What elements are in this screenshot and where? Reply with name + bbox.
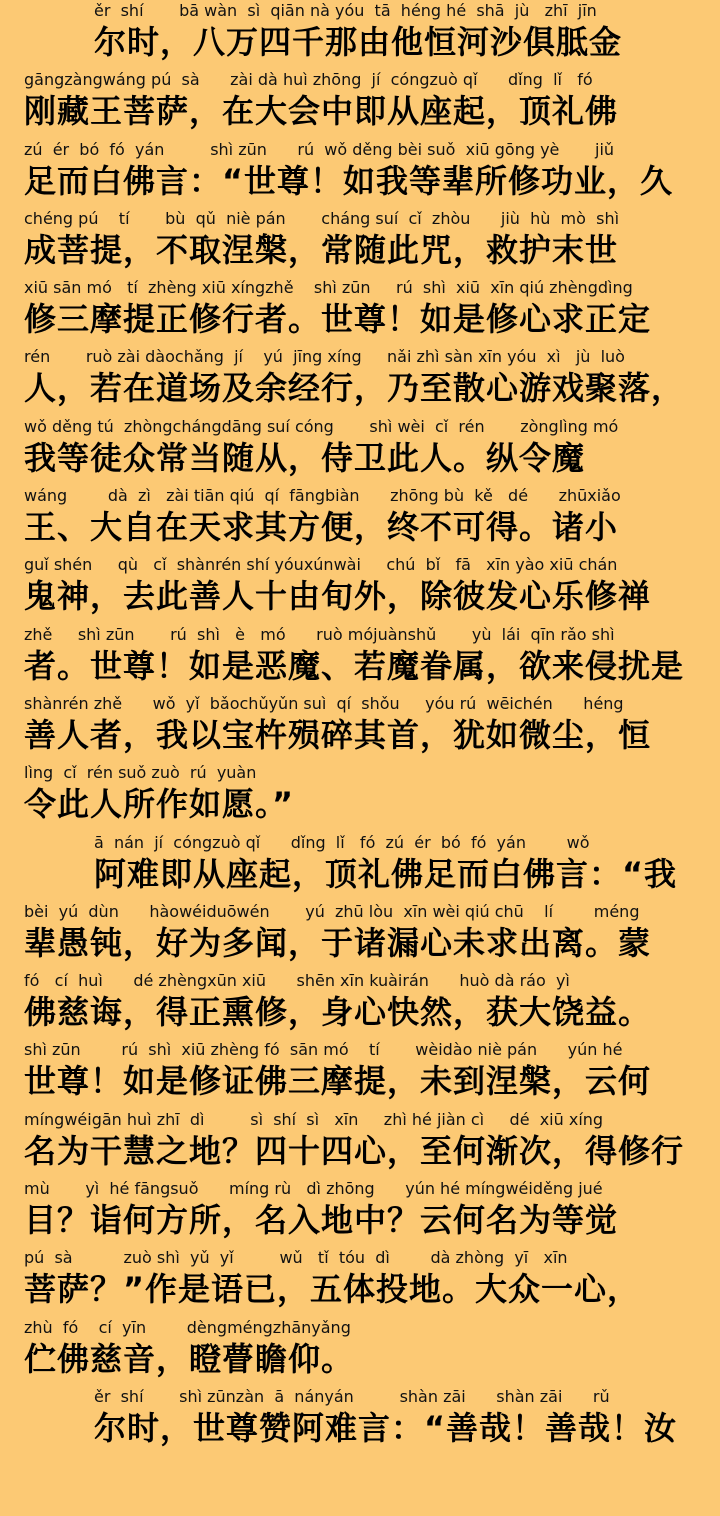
pinyin-annotation: bèi yú dùn hàowéiduōwén yú zhū lòu xīn wèi qiú chū lí méng: [24, 901, 640, 921]
text-line: [24, 1247, 702, 1316]
text-line: [24, 485, 702, 554]
text-line: [24, 832, 702, 901]
hanzi-text: 鬼神，去此善人十由旬外，除彼发心乐修禅: [24, 577, 652, 616]
text-line: [24, 1039, 702, 1108]
pinyin-annotation: gāngzàngwáng pú sà zài dà huì zhōng jí cóngzuò qǐ dǐng lǐ fó: [24, 70, 593, 90]
text-line: [24, 208, 702, 277]
hanzi-text: 令此人所作如愿。”: [24, 785, 295, 824]
pinyin-annotation: wǒ děng tú zhòngchángdāng suí cóng shì wèi cǐ rén zònglìng mó: [24, 416, 619, 436]
text-line: [24, 346, 702, 415]
pinyin-annotation: wáng dà zì zài tiān qiú qí fāngbiàn zhōng bù kě dé zhūxiǎo: [24, 486, 621, 506]
pinyin-annotation: rén ruò zài dàochǎng jí yú jīng xíng nǎi zhì sàn xīn yóu xì jù luò: [24, 347, 625, 367]
text-line: [24, 624, 702, 693]
hanzi-text: 善人者，我以宝杵殒碎其首，犹如微尘，恒: [24, 715, 652, 754]
text-line: [24, 277, 702, 346]
hanzi-text: 人，若在道场及余经行，乃至散心游戏聚落，: [24, 369, 685, 408]
hanzi-text: 菩萨？”作是语已，五体投地。大众一心，: [24, 1270, 641, 1309]
pinyin-annotation: pú sà zuò shì yǔ yǐ wǔ tǐ tóu dì dà zhòng yī xīn: [24, 1248, 568, 1268]
text-line: [24, 970, 702, 1039]
hanzi-text: 修三摩提正修行者。世尊！如是修心求正定: [24, 300, 652, 339]
hanzi-text: 刚藏王菩萨，在大会中即从座起，顶礼佛: [24, 92, 619, 131]
text-line: [24, 1178, 702, 1247]
pinyin-annotation: ěr shí shì zūnzàn ā nányán shàn zāi shàn zāi rǔ: [94, 1386, 610, 1406]
pinyin-annotation: ā nán jí cóngzuò qǐ dǐng lǐ fó zú ér bó fó yán wǒ: [94, 832, 590, 852]
hanzi-text: 世尊！如是修证佛三摩提，未到涅槃，云何: [24, 1062, 652, 1101]
hanzi-text: 名为干慧之地？四十四心，至何渐次，得修行: [24, 1131, 685, 1170]
pinyin-annotation: lìng cǐ rén suǒ zuò rú yuàn: [24, 763, 257, 783]
pinyin-annotation: fó cí huì dé zhèngxūn xiū shēn xīn kuàirán huò dà ráo yì: [24, 971, 570, 991]
hanzi-text: 成菩提，不取涅槃，常随此咒，救护末世: [24, 230, 619, 269]
pinyin-annotation: zhù fó cí yīn dèngméngzhānyǎng: [24, 1317, 351, 1337]
hanzi-text: 我等徒众常当随从，侍卫此人。纵令魔: [24, 438, 586, 477]
pinyin-annotation: ěr shí bā wàn sì qiān nà yóu tā héng hé shā jù zhī jīn: [94, 1, 597, 20]
pinyin-annotation: xiū sān mó tí zhèng xiū xíngzhě shì zūn rú shì xiū xīn qiú zhèngdìng: [24, 278, 633, 298]
pinyin-annotation: míngwéigān huì zhī dì sì shí sì xīn zhì hé jiàn cì dé xiū xíng: [24, 1109, 604, 1129]
pinyin-annotation: guǐ shén qù cǐ shànrén shí yóuxúnwài chú bǐ fā xīn yào xiū chán: [24, 555, 618, 575]
text-line: [24, 69, 702, 138]
hanzi-text: 尔时，八万四千那由他恒河沙俱胝金: [94, 23, 623, 61]
hanzi-text: 伫佛慈音，瞪瞢瞻仰。: [24, 1339, 355, 1378]
hanzi-text: 目？诣何方所，名入地中？云何名为等觉: [24, 1201, 619, 1240]
text-line: [24, 0, 702, 69]
hanzi-text: 足而白佛言：“世尊！如我等辈所修功业，久: [24, 161, 674, 200]
pinyin-annotation: shì zūn rú shì xiū zhèng fó sān mó tí wèidào niè pán yún hé: [24, 1040, 623, 1060]
text-line: [24, 554, 702, 623]
hanzi-text: 辈愚钝，好为多闻，于诸漏心未求出离。蒙: [24, 923, 652, 962]
pinyin-annotation: chéng pú tí bù qǔ niè pán cháng suí cǐ zhòu jiù hù mò shì: [24, 208, 620, 228]
pinyin-annotation: shànrén zhě wǒ yǐ bǎochǔyǔn suì qí shǒu yóu rú wēichén héng: [24, 693, 624, 713]
text-line: [24, 1386, 702, 1455]
text-line: [24, 1109, 702, 1178]
pinyin-annotation: mù yì hé fāngsuǒ míng rù dì zhōng yún hé míngwéiděng jué: [24, 1179, 603, 1199]
text-line: [24, 1317, 702, 1386]
hanzi-text: 阿难即从座起，顶礼佛足而白佛言：“我: [94, 854, 678, 893]
text-line: [24, 693, 702, 762]
text-line: [24, 416, 702, 485]
pinyin-annotation: zú ér bó fó yán shì zūn rú wǒ děng bèi suǒ xiū gōng yè jiǔ: [24, 139, 615, 159]
hanzi-text: 尔时，世尊赞阿难言：“善哉！善哉！汝: [94, 1408, 678, 1447]
hanzi-text: 佛慈诲，得正熏修，身心快然，获大饶益。: [24, 993, 652, 1032]
pinyin-annotation: zhě shì zūn rú shì è mó ruò mójuànshǔ yù lái qīn rǎo shì: [24, 624, 615, 644]
text-line: [24, 139, 702, 208]
text-line: [24, 762, 702, 831]
hanzi-text: 者。世尊！如是恶魔、若魔眷属，欲来侵扰是: [24, 646, 685, 685]
hanzi-text: 王、大自在天求其方便，终不可得。诸小: [24, 508, 619, 547]
text-line: [24, 901, 702, 970]
